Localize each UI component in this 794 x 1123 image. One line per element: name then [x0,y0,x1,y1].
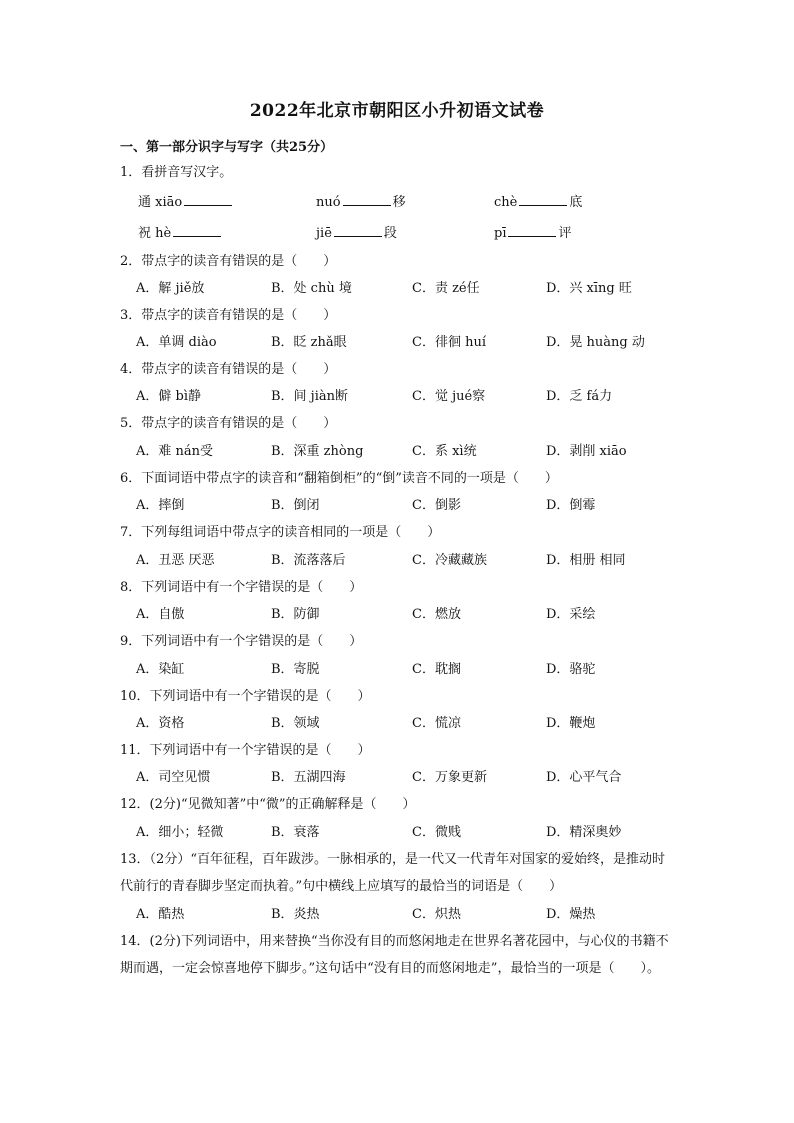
option-c: C．微贱 [412,825,461,840]
question-13-stem: 13．（2分）“百年征程，百年跋涉。一脉相承的，是一代又一代青年对国家的爱始终，是推动时代前行的青春脚步坚定而执着。”句中横线上应填写的最恰当的词语是（ ） [120,852,665,894]
option-c: C．冷藏藏族 [412,553,487,568]
option-b: B．五湖四海 [271,770,346,785]
option-a: A．单调 diào [136,335,217,350]
option-a: A．细小；轻微 [136,825,224,840]
options-row [136,606,676,624]
option-b: B．深重 zhòng [271,444,364,459]
option-b: B．炎热 [271,907,320,922]
option-c: C．觉 jué察 [412,389,486,404]
answer-blank [519,193,567,206]
options-row [136,769,676,787]
option-d: D．精深奥妙 [546,825,622,840]
option-a: A．自傲 [136,607,185,622]
option-c: C．万象更新 [412,770,487,785]
option-b: B．处 chù 境 [271,281,352,296]
answer-blank [173,224,221,237]
pinyin-item: 通 xiāo [138,193,234,212]
option-b: B．流落落后 [271,553,346,568]
question-stem: 2．带点字的读音有错误的是（ ） [120,254,337,269]
option-a: A．摔倒 [136,498,185,513]
option-d: D．晃 huàng 动 [546,335,645,350]
question-stem: 12．(2分)“见微知著”中“微”的正确解释是（ ） [120,797,416,812]
section-heading: 一、第一部分识字与写字（共25分） [120,140,334,155]
option-d: D．心平气合 [546,770,622,785]
question-stem: 9．下列词语中有一个字错误的是（ ） [120,634,363,649]
option-c: C．倒影 [412,498,461,513]
option-c: C．慌凉 [412,716,461,731]
option-c: C．耽搁 [412,662,461,677]
option-b: B．间 jiàn断 [271,389,348,404]
option-a: A．解 jiě放 [136,281,205,296]
option-d: D．剥削 xiāo [546,444,627,459]
pinyin-item: jiē 段 [316,226,397,241]
option-b: B．防御 [271,607,320,622]
question-stem: 4．带点字的读音有错误的是（ ） [120,362,337,377]
option-a: A．丑恶 厌恶 [136,553,215,568]
option-a: A．司空见惯 [136,770,211,785]
pinyin-item: 祝 hè [138,224,223,243]
options-row [136,824,676,842]
answer-blank [508,224,556,237]
option-c: C．徘徊 huí [412,335,486,350]
answer-blank [184,193,232,206]
answer-blank [334,224,382,237]
question-stem: 8．下列词语中有一个字错误的是（ ） [120,580,363,595]
option-a: A．资格 [136,716,185,731]
option-d: D．燥热 [546,907,596,922]
question-stem: 6．下面词语中带点字的读音和“翻箱倒柜”的“倒”读音不同的一项是（ ） [120,471,558,486]
option-c: C．炽热 [412,907,461,922]
option-d: D．相册 相同 [546,553,626,568]
question-14-stem: 14．(2分)下列词语中，用来替换“当你没有目的而悠闲地走在世界名著花园中，与心仪的书籍不期而遇，一定会惊喜地停下脚步。”这句话中“没有目的而悠闲地走”，最恰当的一项是（ ）。 [120,934,669,976]
option-c: C．系 xì统 [412,444,477,459]
option-b: B．眨 zhǎ眼 [271,335,347,350]
option-a: A．僻 bì静 [136,389,202,404]
options-row [136,388,676,406]
options-row [136,661,676,679]
question-stem: 7．下列每组词语中带点字的读音相同的一项是（ ） [120,525,441,540]
question-stem: 3．带点字的读音有错误的是（ ） [120,308,337,323]
question-stem: 5．带点字的读音有错误的是（ ） [120,416,337,431]
option-b: B．领域 [271,716,320,731]
option-d: D．骆驼 [546,662,596,677]
options-row [136,334,676,352]
options-row [136,552,676,570]
question-1-stem: 1．看拼音写汉字。 [120,165,233,180]
option-d: D．倒霉 [546,498,596,513]
pinyin-item: pī 评 [494,226,572,241]
question-stem: 11．下列词语中有一个字错误的是（ ） [120,743,371,758]
options-row [136,906,676,924]
options-row [136,443,676,461]
pinyin-item: nuó 移 [316,195,406,210]
options-row [136,715,676,733]
options-row [136,280,676,298]
option-c: C．责 zé任 [412,281,480,296]
question-stem: 10．下列词语中有一个字错误的是（ ） [120,689,371,704]
pinyin-item: chè 底 [494,195,583,210]
option-d: D．采绘 [546,607,596,622]
option-a: A．酷热 [136,907,185,922]
option-d: D．乏 fá力 [546,389,613,404]
option-a: A．难 nán受 [136,444,214,459]
option-b: B．衰落 [271,825,320,840]
page-title: 2022年北京市朝阳区小升初语文试卷 [249,101,545,121]
option-b: B．倒闭 [271,498,320,513]
option-a: A．染缸 [136,662,185,677]
option-b: B．寄脱 [271,662,320,677]
options-row [136,497,676,515]
option-d: D．兴 xīng 旺 [546,281,632,296]
option-c: C．燃放 [412,607,461,622]
answer-blank [343,193,391,206]
option-d: D．鞭炮 [546,716,596,731]
